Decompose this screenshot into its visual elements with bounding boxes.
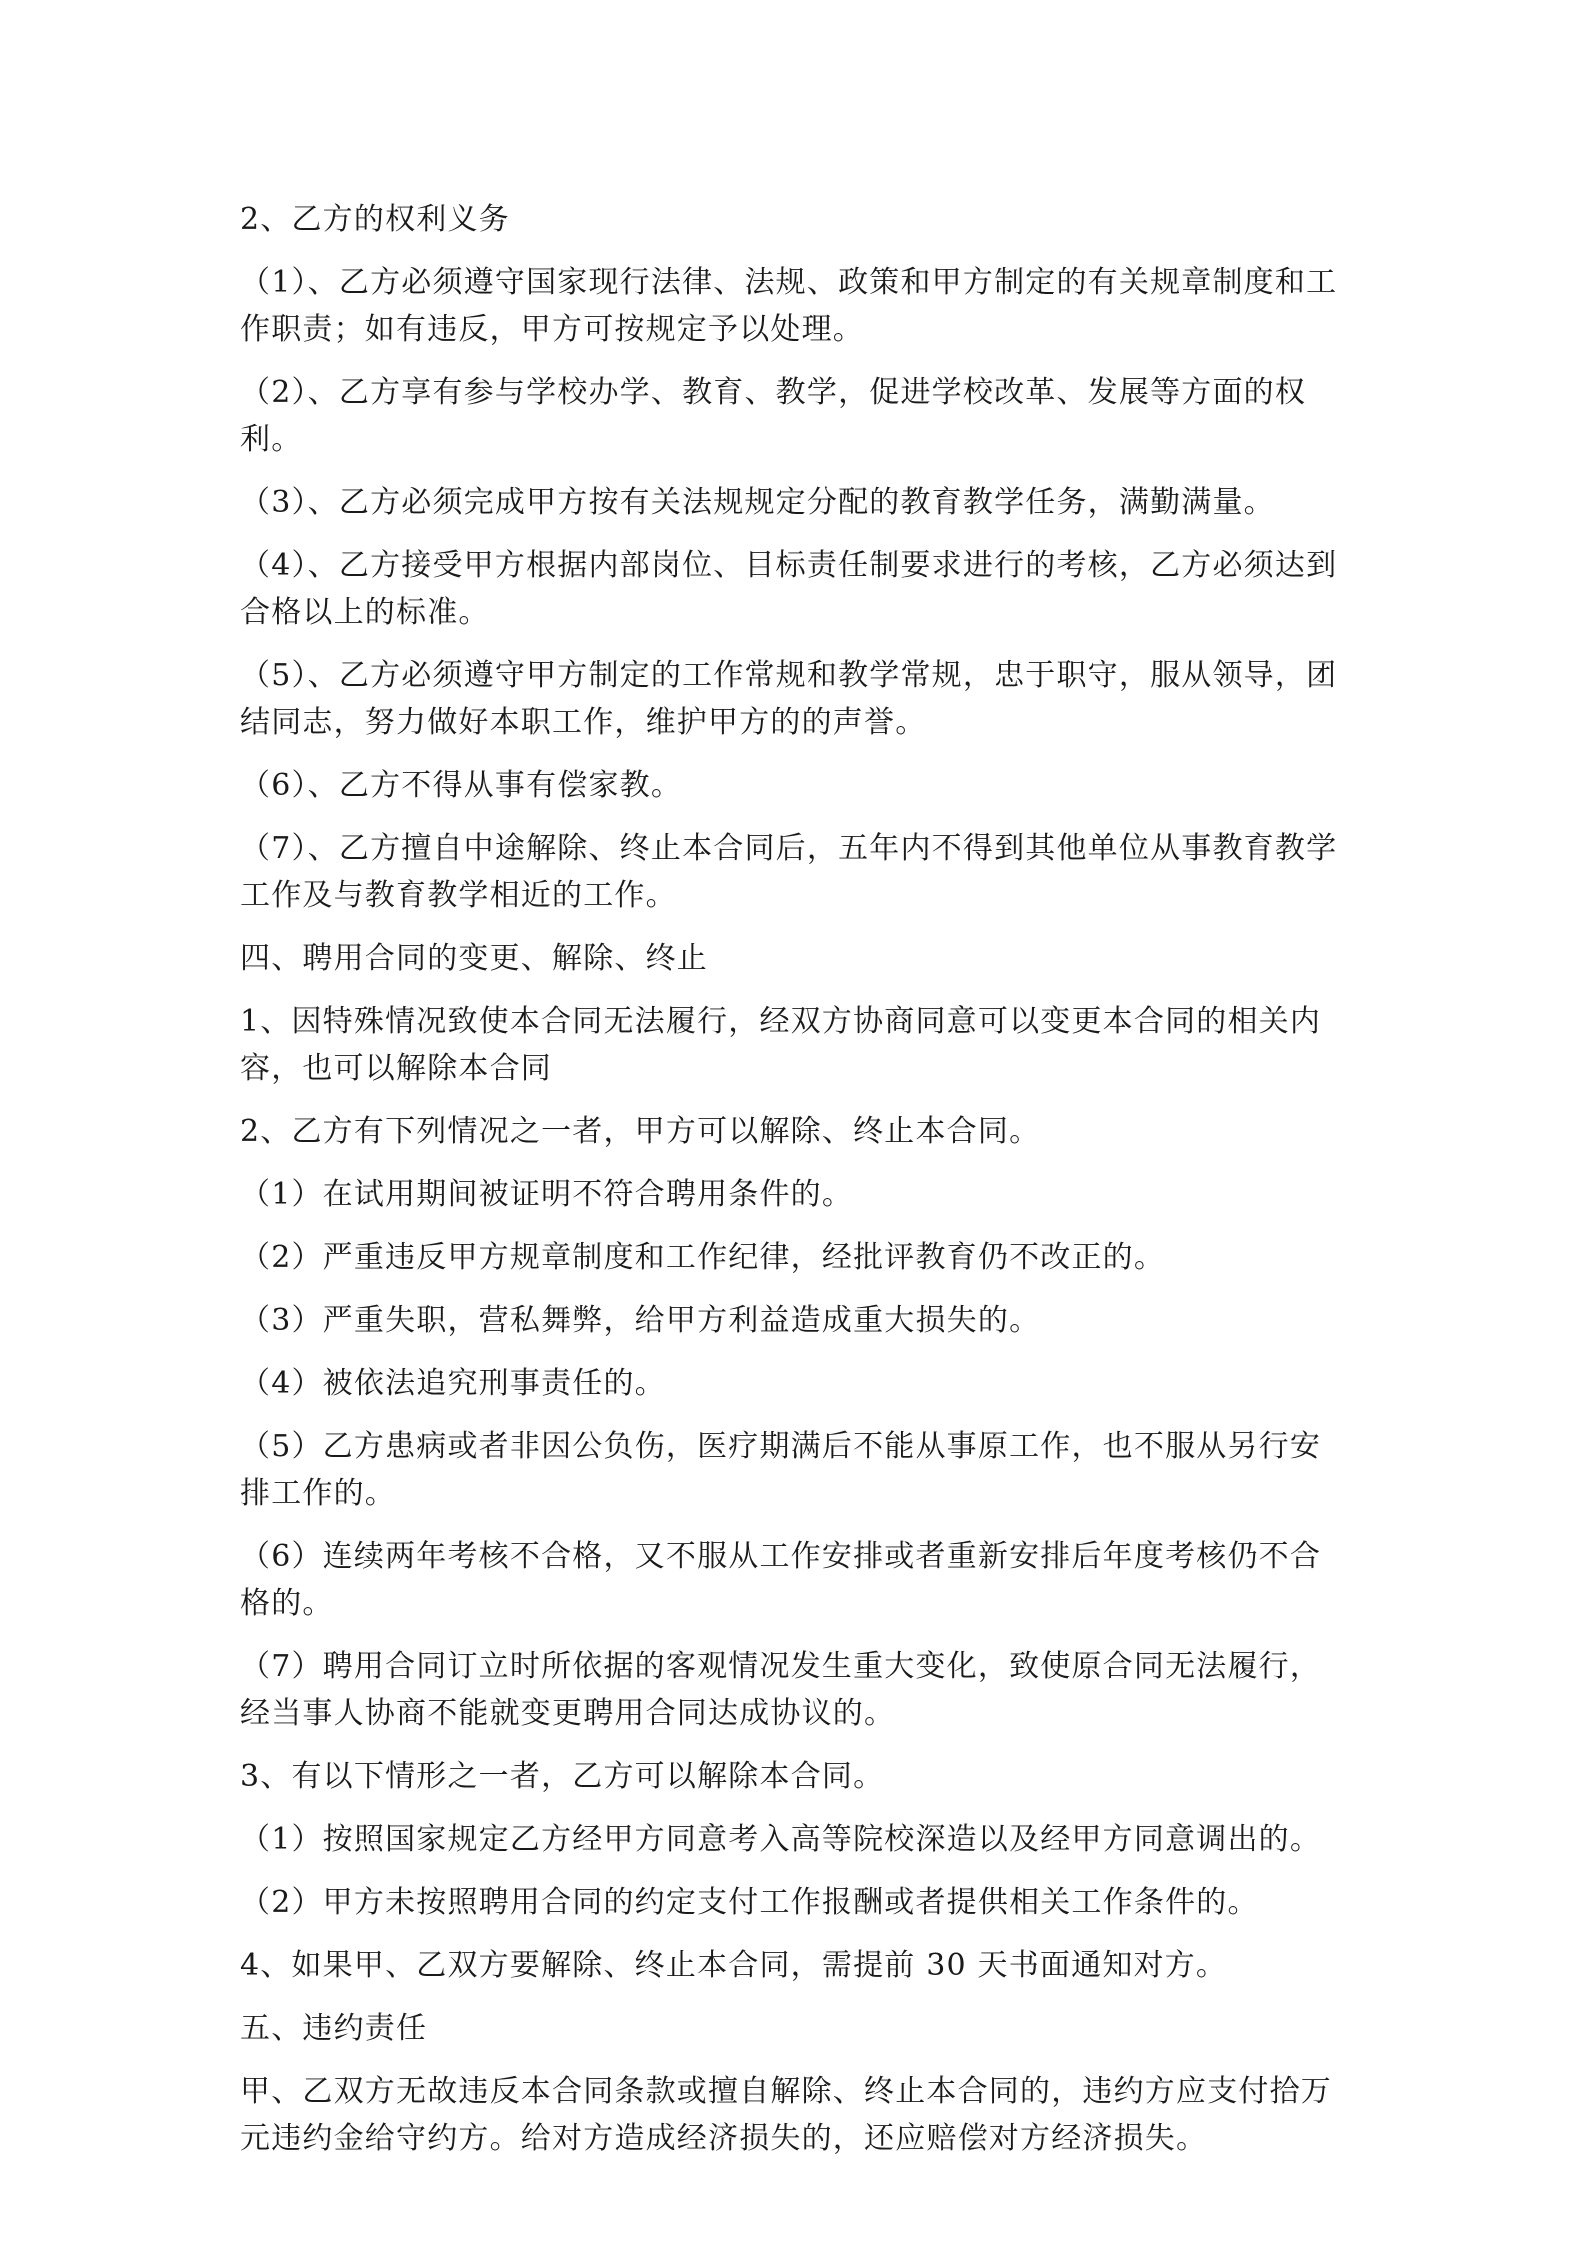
clause-paragraph: 3、有以下情形之一者，乙方可以解除本合同。 <box>240 1759 885 1794</box>
clause-paragraph: （6）、乙方不得从事有偿家教。 <box>240 768 683 803</box>
clause-paragraph: （1）、乙方必须遵守国家现行法律、法规、政策和甲方制定的有关规章制度和工作职责；如有违反，甲方可按规定予以处理。 <box>240 265 1338 347</box>
section-heading-change-termination: 四、聘用合同的变更、解除、终止 <box>240 941 708 976</box>
clause-paragraph: 2、乙方有下列情况之一者，甲方可以解除、终止本合同。 <box>240 1114 1041 1149</box>
clause-paragraph: （4）被依法追究刑事责任的。 <box>240 1366 666 1401</box>
document-body <box>240 196 1350 2178</box>
clause-paragraph: （5）乙方患病或者非因公负伤，医疗期满后不能从事原工作，也不服从另行安排工作的。 <box>240 1429 1322 1511</box>
clause-paragraph: （3）、乙方必须完成甲方按有关法规规定分配的教育教学任务，满勤满量。 <box>240 485 1275 520</box>
clause-paragraph: （1）在试用期间被证明不符合聘用条件的。 <box>240 1177 854 1212</box>
clause-paragraph: （2）甲方未按照聘用合同的约定支付工作报酬或者提供相关工作条件的。 <box>240 1885 1259 1920</box>
clause-paragraph: （7）、乙方擅自中途解除、终止本合同后，五年内不得到其他单位从事教育教学工作及与教育教学相近的工作。 <box>240 831 1338 913</box>
clause-paragraph: （2）、乙方享有参与学校办学、教育、教学，促进学校改革、发展等方面的权利。 <box>240 375 1307 457</box>
clause-paragraph: （7）聘用合同订立时所依据的客观情况发生重大变化，致使原合同无法履行，经当事人协商不能就变更聘用合同达成协议的。 <box>240 1649 1322 1731</box>
section-heading-rights-duties: 2、乙方的权利义务 <box>240 202 510 237</box>
section-heading-liability: 五、违约责任 <box>240 2011 428 2046</box>
clause-paragraph: 1、因特殊情况致使本合同无法履行，经双方协商同意可以变更本合同的相关内容，也可以解除本合同 <box>240 1004 1322 1086</box>
clause-paragraph: （6）连续两年考核不合格，又不服从工作安排或者重新安排后年度考核仍不合格的。 <box>240 1539 1322 1621</box>
clause-paragraph: 4、如果甲、乙双方要解除、终止本合同，需提前 30 天书面通知对方。 <box>240 1948 1228 1983</box>
clause-paragraph: （5）、乙方必须遵守甲方制定的工作常规和教学常规，忠于职守，服从领导，团结同志，努力做好本职工作，维护甲方的的声誉。 <box>240 658 1338 740</box>
clause-paragraph: （3）严重失职，营私舞弊，给甲方利益造成重大损失的。 <box>240 1303 1041 1338</box>
clause-paragraph: （4）、乙方接受甲方根据内部岗位、目标责任制要求进行的考核，乙方必须达到合格以上的标准。 <box>240 548 1338 630</box>
clause-paragraph: （2）严重违反甲方规章制度和工作纪律，经批评教育仍不改正的。 <box>240 1240 1166 1275</box>
clause-paragraph: 甲、乙双方无故违反本合同条款或擅自解除、终止本合同的，违约方应支付拾万元违约金给守约方。给对方造成经济损失的，还应赔偿对方经济损失。 <box>240 2074 1332 2156</box>
clause-paragraph: （1）按照国家规定乙方经甲方同意考入高等院校深造以及经甲方同意调出的。 <box>240 1822 1322 1857</box>
